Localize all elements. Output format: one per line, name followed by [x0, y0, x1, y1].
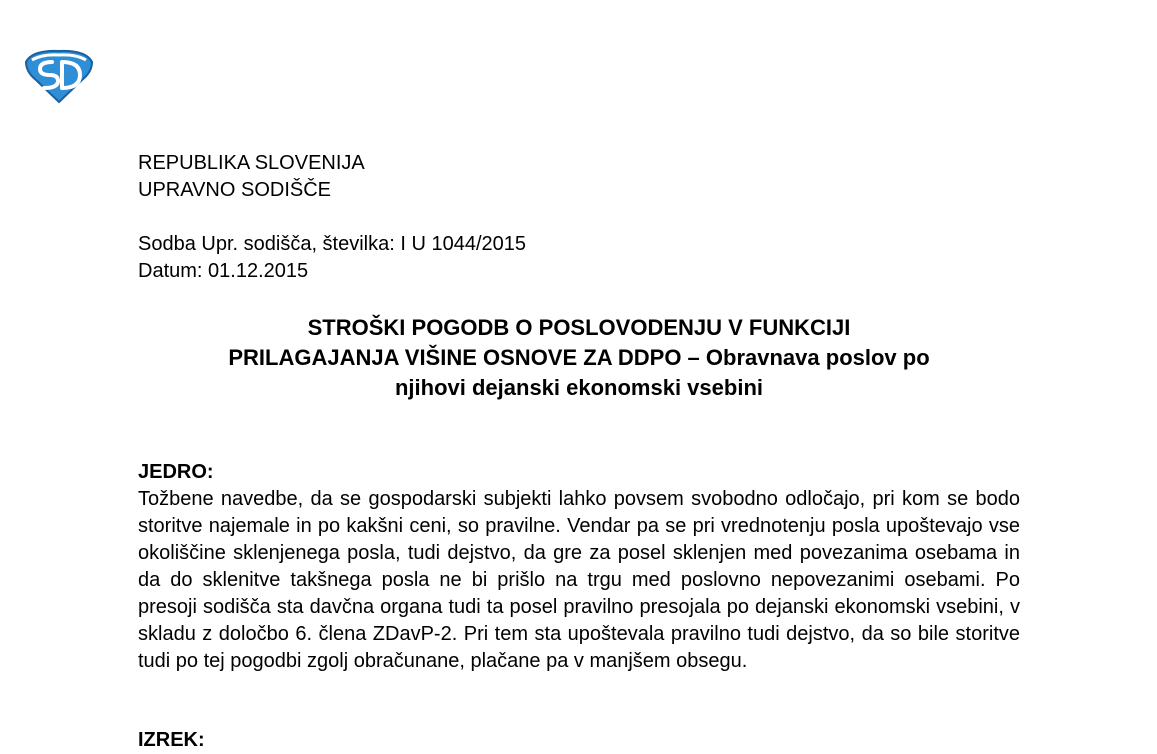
court-logo-icon	[22, 48, 96, 104]
title-line-2: PRILAGAJANJA VIŠINE OSNOVE ZA DDPO – Obravnava poslov po	[228, 345, 930, 370]
case-info	[138, 231, 526, 285]
republic-name: REPUBLIKA SLOVENIJA	[138, 152, 365, 174]
document-title	[138, 313, 1020, 403]
case-reference: Sodba Upr. sodišča, številka: I U 1044/2015	[138, 233, 527, 255]
court-name: UPRAVNO SODIŠČE	[138, 179, 331, 201]
court-header	[138, 150, 365, 204]
title-line-1: STROŠKI POGODB O POSLOVODENJU V FUNKCIJI	[307, 315, 851, 340]
izrek-section	[138, 727, 205, 754]
title-line-3: njihovi dejanski ekonomski vsebini	[394, 375, 763, 400]
jedro-heading: JEDRO:	[138, 461, 214, 483]
jedro-section	[138, 459, 1020, 675]
case-date: Datum: 01.12.2015	[138, 260, 309, 282]
izrek-heading: IZREK:	[138, 729, 205, 751]
jedro-text: Tožbene navedbe, da se gospodarski subjekti lahko povsem svobodno odločajo, pri kom se bodo storitve najemale in po kakšni ceni, so pravilne. Vendar pa se pri vrednotenju posla upoštevajo vse okoliščine sklenjenega posla, tudi dejstvo, da gre za posel sklenjen med povezanima osebama in da do sklenitve takšnega posla ne bi prišlo na trgu med poslovno nepovezanimi osebami. Po presoji sodišča sta davčna organa tudi ta posel pravilno presojala po dejanski ekonomski vsebini, v skladu z določbo 6. člena ZDavP-2. Pri tem sta upoštevala pravilno tudi dejstvo, da so bile storitve tudi po tej pogodbi zgolj obračunane, plačane pa v manjšem obsegu.	[138, 488, 1020, 672]
